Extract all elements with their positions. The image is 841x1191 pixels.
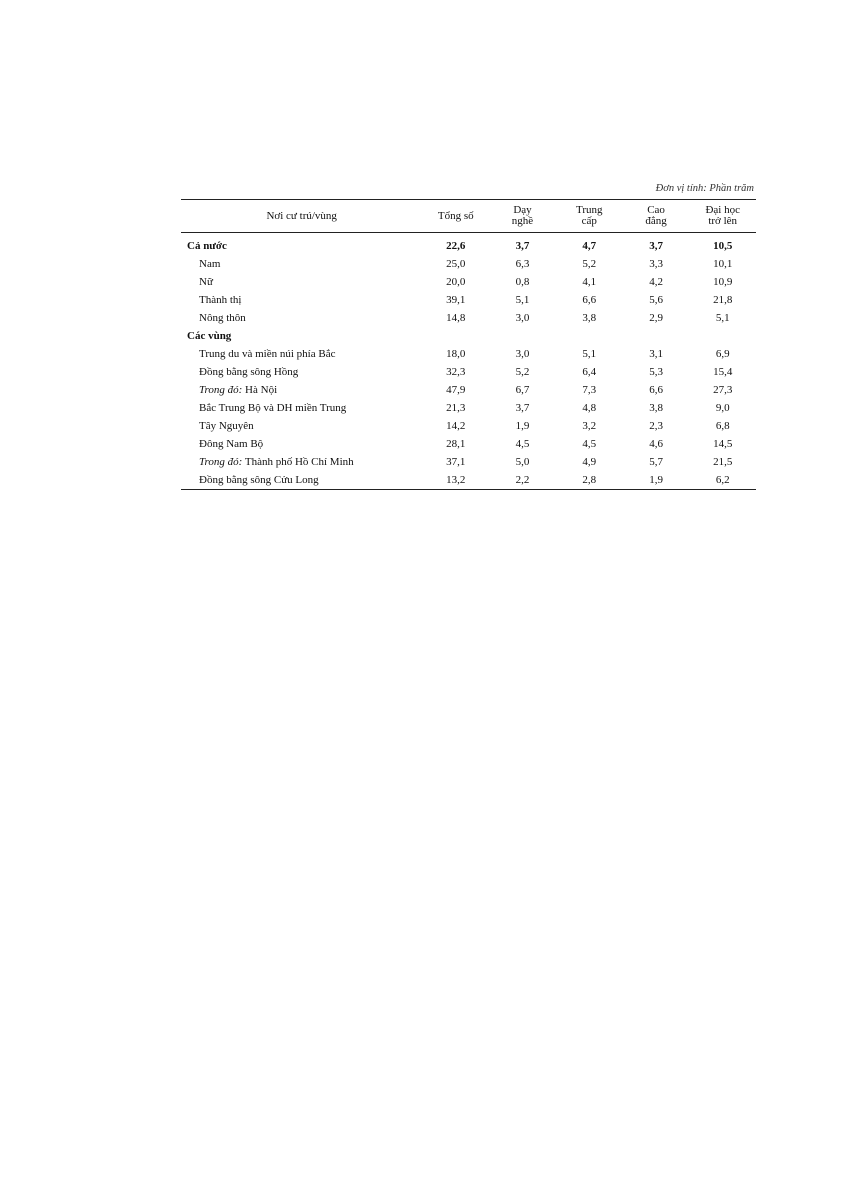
value-cell: 21,8 (713, 294, 733, 306)
region-name: Đông Nam Bộ (199, 438, 264, 450)
table-row (181, 435, 756, 453)
value-cell: 47,9 (446, 384, 466, 396)
value-cell: 3,3 (649, 258, 663, 270)
table-row (181, 471, 756, 490)
value-cell: 5,3 (649, 366, 663, 378)
value-cell: 21,5 (713, 456, 733, 468)
value-cell: 4,8 (582, 402, 597, 414)
column-header: Đại học trở lên (705, 204, 740, 227)
column-header: Tổng số (437, 209, 474, 222)
value-cell: 3,0 (515, 348, 530, 360)
region-name-cell (181, 309, 422, 327)
value-cell: 2,3 (649, 420, 663, 432)
value-cell: 14,2 (446, 420, 466, 432)
value-cell: 2,2 (489, 471, 556, 490)
value-cell: 13,2 (422, 471, 489, 490)
region-name: Đồng bằng sông Cửu Long (199, 474, 319, 486)
value-cell: 5,2 (515, 366, 530, 378)
value-cell: 5,6 (649, 294, 663, 306)
value-cell: 4,5 (582, 438, 597, 450)
value-cell: 28,1 (446, 438, 466, 450)
value-cell: 4,1 (582, 276, 597, 288)
value-cell (422, 327, 489, 345)
value-cell: 5,1 (582, 348, 597, 360)
value-cell: 3,7 (515, 402, 530, 414)
value-cell: 6,7 (515, 384, 530, 396)
region-name-cell (181, 327, 422, 345)
region-name-cell (181, 399, 422, 417)
value-cell (689, 327, 756, 345)
region-name: Trung du và miền núi phía Bắc (199, 348, 336, 360)
value-cell: 32,3 (446, 366, 466, 378)
unit-note: Đơn vị tính: Phần trăm (655, 183, 754, 194)
region-name-cell (181, 381, 422, 399)
value-cell: 3,8 (582, 312, 597, 324)
value-cell: 4,5 (515, 438, 530, 450)
region-prefix: Trong đó: (199, 384, 243, 396)
region-name: Thành thị (199, 294, 242, 306)
value-cell: 10,1 (713, 258, 733, 270)
statistics-table (181, 199, 756, 490)
value-cell: 6,9 (715, 348, 730, 360)
region-name: Bắc Trung Bộ và DH miền Trung (199, 402, 347, 414)
region-name-cell (181, 417, 422, 435)
value-cell: 6,8 (715, 420, 730, 432)
value-cell: 39,1 (446, 294, 466, 306)
region-name-cell (181, 233, 422, 256)
value-cell (489, 327, 556, 345)
value-cell: 0,8 (515, 276, 530, 288)
region-name: Các vùng (187, 330, 232, 342)
region-name-cell (181, 291, 422, 309)
header-row (181, 200, 756, 233)
value-cell: 3,0 (515, 312, 530, 324)
value-cell: 6,3 (515, 258, 530, 270)
value-cell: 14,5 (713, 438, 733, 450)
region-name-cell (181, 471, 422, 490)
region-name-cell (181, 273, 422, 291)
value-cell (623, 327, 690, 345)
table-row (181, 363, 756, 381)
table-row (181, 381, 756, 399)
value-cell: 4,6 (649, 438, 663, 450)
table-row (181, 255, 756, 273)
value-cell: 10,9 (713, 276, 733, 288)
region-name: Cả nước (187, 240, 227, 252)
value-cell: 18,0 (446, 348, 466, 360)
region-name-cell (181, 345, 422, 363)
value-cell: 6,6 (582, 294, 597, 306)
table-row (181, 309, 756, 327)
value-cell: 37,1 (446, 456, 466, 468)
table-row (181, 273, 756, 291)
region-name-cell (181, 255, 422, 273)
region-name: Nữ (199, 276, 213, 288)
value-cell: 1,9 (515, 420, 530, 432)
region-name: Nông thôn (199, 312, 246, 324)
value-cell: 2,9 (649, 312, 663, 324)
value-cell: 3,7 (515, 240, 530, 252)
value-cell: 20,0 (446, 276, 466, 288)
table-row (181, 417, 756, 435)
value-cell: 5,1 (515, 294, 530, 306)
value-cell: 1,9 (623, 471, 690, 490)
value-cell: 6,6 (649, 384, 663, 396)
value-cell: 3,1 (649, 348, 663, 360)
region-name: Hà Nội (242, 384, 278, 396)
table-row (181, 291, 756, 309)
value-cell: 5,1 (715, 312, 730, 324)
value-cell: 3,7 (649, 240, 663, 252)
value-cell: 4,7 (582, 240, 597, 252)
value-cell: 14,8 (446, 312, 466, 324)
table-row (181, 233, 756, 256)
column-header: Dạy nghề (511, 204, 534, 227)
value-cell: 4,9 (582, 456, 597, 468)
value-cell: 5,7 (649, 456, 663, 468)
region-name: Đồng bằng sông Hồng (199, 366, 299, 378)
value-cell: 25,0 (446, 258, 466, 270)
value-cell: 5,0 (515, 456, 530, 468)
region-name: Tây Nguyên (199, 420, 254, 432)
value-cell: 2,8 (556, 471, 623, 490)
region-name-cell (181, 363, 422, 381)
value-cell: 3,8 (649, 402, 663, 414)
value-cell (556, 327, 623, 345)
value-cell: 27,3 (713, 384, 733, 396)
column-header: Nơi cư trú/vùng (266, 209, 337, 222)
value-cell: 22,6 (446, 240, 466, 252)
value-cell: 6,4 (582, 366, 597, 378)
column-header: Cao đẳng (645, 204, 667, 227)
region-prefix: Trong đó: (199, 456, 243, 468)
value-cell: 7,3 (582, 384, 597, 396)
value-cell: 6,2 (689, 471, 756, 490)
table-row (181, 327, 756, 345)
region-name: Nam (199, 258, 221, 270)
region-name-cell (181, 435, 422, 453)
value-cell: 5,2 (582, 258, 597, 270)
region-name-cell (181, 453, 422, 471)
table-row (181, 453, 756, 471)
value-cell: 21,3 (446, 402, 466, 414)
value-cell: 4,2 (649, 276, 663, 288)
value-cell: 9,0 (715, 402, 730, 414)
value-cell: 15,4 (713, 366, 733, 378)
value-cell: 3,2 (582, 420, 597, 432)
column-header: Trung cấp (576, 204, 603, 227)
table-row (181, 345, 756, 363)
table-row (181, 399, 756, 417)
statistics-table-container (181, 199, 756, 490)
value-cell: 10,5 (713, 240, 733, 252)
table-body (181, 233, 756, 490)
table-header (181, 200, 756, 233)
region-name: Thành phố Hồ Chí Minh (242, 456, 354, 468)
